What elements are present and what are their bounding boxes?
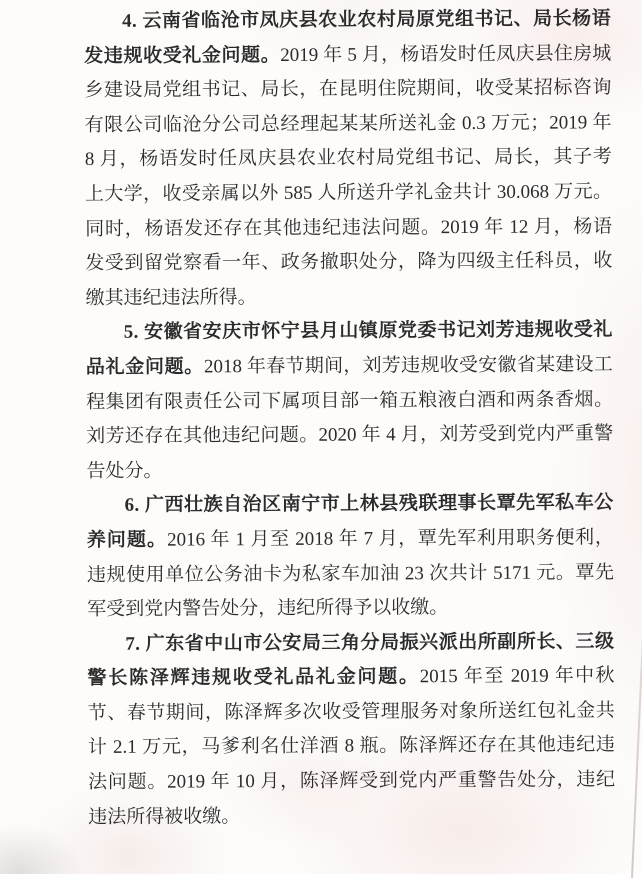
case-paragraph-7 — [87, 625, 615, 835]
case-5-heading: 5. 安徽省安庆市怀宁县月山镇原党委书记刘芳违规收受礼品礼金问题。 — [85, 319, 613, 378]
case-5-body: 2018 年春节期间，刘芳违规收受安徽省某建设工程集团有限责任公司下属项目部一箱五粮液白酒和两条香烟。刘芳还存在其他违纪问题。2020 年 4 月，刘芳受到党内严重警告处分。 — [86, 354, 614, 482]
case-4-body: 2019 年 5 月，杨语发时任凤庆县住房城乡建设局党组书记、局长，在昆明住院期间，收受某招标咨询有限公司临沧分公司总经理起某某所送礼金 0.3 万元；2019 年 8 月，杨语发时任凤庆县农业农村局党组书记、局长，其子考上大学，收受亲属以外 585 人所送升学礼金共计 30.068 万元。同时，杨语发还存在其他违纪违法问题。2019 年 12 月，杨语发受到留党察看一年、政务撤职处分，降为四级主任科员，收缴其违纪违法所得。 — [84, 42, 613, 309]
case-7-body: 2015 年至 2019 年中秋节、春节期间，陈泽辉多次收受管理服务对象所送红包礼金共计 2.1 万元，马爹利名仕洋酒 8 瓶。陈泽辉还存在其他违纪违法问题。2019 年 10 月，陈泽辉受到党内严重警告处分，违纪违法所得被收缴。 — [87, 665, 616, 828]
case-paragraph-5 — [86, 314, 614, 490]
case-paragraph-4 — [84, 2, 613, 316]
case-4-heading: 4. 云南省临沧市凤庆县农业农村局原党组书记、局长杨语发违规收受礼金问题。 — [84, 8, 612, 67]
paper-edge-line — [631, 560, 642, 878]
case-6-body: 2016 年 1 月至 2018 年 7 月，覃先军利用职务便利，违规使用单位公务油卡为私家车加油 23 次共计 5171 元。覃先军受到党内警告处分，违纪所得予以收缴。 — [86, 527, 615, 621]
case-paragraph-6 — [87, 487, 615, 628]
case-6-heading: 6. 广西壮族自治区南宁市上林县残联理事长覃先军私车公养问题。 — [86, 492, 614, 551]
case-7-heading: 7. 广东省中山市公安局三角分局振兴派出所副所长、三级警长陈泽辉违规收受礼品礼金问题。 — [87, 630, 615, 690]
document-text-block — [84, 2, 615, 835]
